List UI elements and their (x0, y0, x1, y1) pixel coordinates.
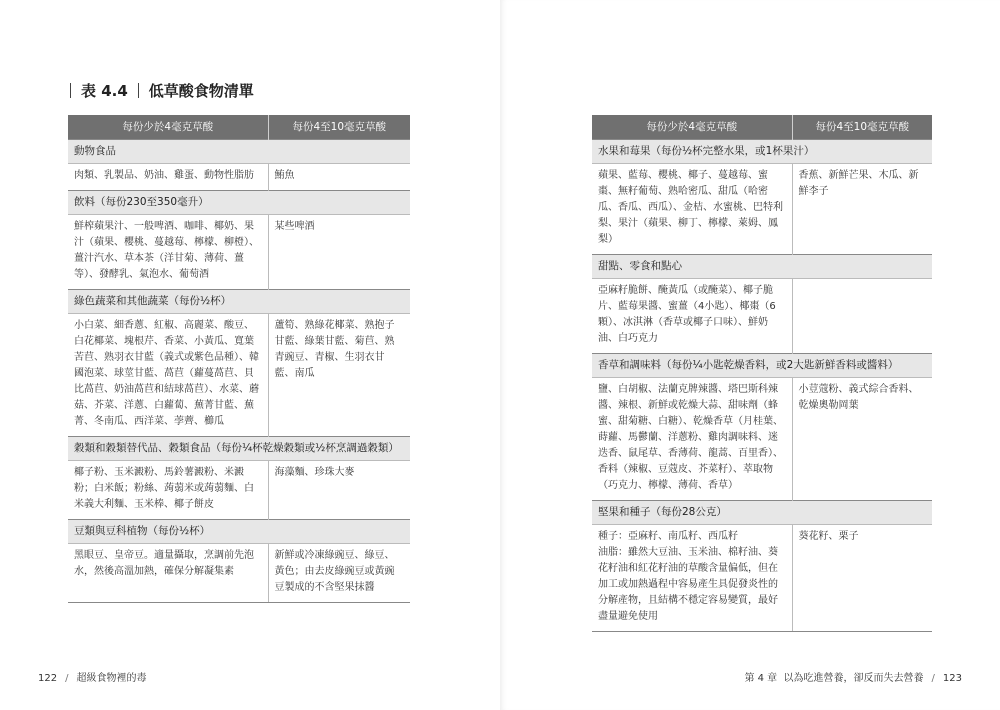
section-title: 綠色蔬菜和其他蔬菜（每份½杯） (68, 289, 410, 313)
section-title: 豆類與豆科植物（每份½杯） (68, 519, 410, 543)
table-row (592, 524, 932, 631)
book-title: 超級食物裡的毒 (76, 673, 147, 684)
mid-oxalate-cell: 鮪魚 (268, 163, 410, 190)
oxalate-table-left (68, 115, 410, 603)
mid-oxalate-cell: 蘆筍、熟綠花椰菜、熟抱子甘藍、綠葉甘藍、菊苣、熟青豌豆、青椒、生羽衣甘藍、南瓜 (268, 313, 410, 436)
section-row (592, 353, 932, 377)
table-row (592, 163, 932, 254)
heading-divider (70, 83, 71, 98)
low-oxalate-cell: 亞麻籽脆餅、醃黃瓜（或醃菜）、椰子脆片、藍莓果醬、蜜薑（4小匙）、椰棗（6顆）、冰淇淋（香草或椰子口味）、鮮奶油、白巧克力 (592, 278, 792, 353)
table-row (68, 163, 410, 190)
page-number: 122 (38, 673, 58, 684)
table-row (68, 460, 410, 519)
section-row (68, 289, 410, 313)
page-footer-right: 第 4 章 以為吃進營養，卻反而失去營養 / 123 (744, 673, 962, 684)
section-title: 堅果和種子（每份28公克） (592, 500, 932, 524)
table-heading (70, 80, 254, 101)
oxalate-table-right (592, 115, 932, 632)
header-mid-oxalate: 每份4至10毫克草酸 (268, 115, 410, 139)
mid-oxalate-cell: 小荳蔻粉、義式綜合香料、乾燥奧勒岡葉 (792, 377, 932, 500)
mid-oxalate-cell: 葵花籽、栗子 (792, 524, 932, 631)
section-title: 飲料（每份230至350毫升） (68, 190, 410, 214)
section-row (68, 190, 410, 214)
section-title: 動物食品 (68, 139, 410, 163)
low-oxalate-cell: 蘋果、藍莓、櫻桃、椰子、蔓越莓、蜜棗、無籽葡萄、熟哈密瓜、甜瓜（哈密瓜、香瓜、西瓜）、金桔、水蜜桃、巴特利梨、果汁（蘋果、柳丁、檸檬、萊姆、鳳梨） (592, 163, 792, 254)
section-title: 穀類和穀類替代品、穀類食品（每份¼杯乾燥穀類或½杯烹調過穀類） (68, 436, 410, 460)
table-row (592, 377, 932, 500)
low-oxalate-cell: 鮮榨蘋果汁、一般啤酒、咖啡、椰奶、果汁（蘋果、櫻桃、蔓越莓、檸檬、柳橙）、薑汁汽水、草本茶（洋甘菊、薄荷、薑等）、發酵乳、氣泡水、葡萄酒 (68, 214, 268, 289)
table-title: 低草酸食物清單 (148, 82, 254, 100)
right-page (500, 0, 1000, 710)
mid-oxalate-cell (792, 278, 932, 353)
table-row (592, 278, 932, 353)
mid-oxalate-cell: 某些啤酒 (268, 214, 410, 289)
table-row (68, 313, 410, 436)
table-header-row (592, 115, 932, 139)
chapter-label: 第 4 章 (744, 673, 778, 684)
header-low-oxalate: 每份少於4毫克草酸 (592, 115, 792, 139)
section-row (68, 139, 410, 163)
section-row (592, 139, 932, 163)
section-title: 香草和調味料（每份¼小匙乾燥香料，或2大匙新鮮香料或醬料） (592, 353, 932, 377)
section-row (68, 436, 410, 460)
mid-oxalate-cell: 海藻麵、珍珠大麥 (268, 460, 410, 519)
mid-oxalate-cell: 香蕉、新鮮芒果、木瓜、新鮮李子 (792, 163, 932, 254)
page-number: 123 (942, 673, 962, 684)
low-oxalate-cell: 小白菜、細香蔥、紅椒、高麗菜、酸豆、白花椰菜、塊根芹、香菜、小黃瓜、寬葉苦苣、熟羽衣甘藍（義式或紫色品種）、韓國泡菜、球莖甘藍、萵苣（蘿蔓萵苣、貝比萵苣、奶油萵苣和結球萵苣）、水菜、蘑菇、芥菜、洋蔥、白蘿蔔、蕪菁甘藍、蕪菁、冬南瓜、西洋菜、荸薺、櫛瓜 (68, 313, 268, 436)
section-row (592, 254, 932, 278)
heading-divider (138, 83, 139, 98)
low-oxalate-cell: 黑眼豆、皇帝豆。適量攝取，烹調前先泡水，然後高溫加熱，確保分解凝集素 (68, 543, 268, 602)
chapter-title: 以為吃進營養，卻反而失去營養 (783, 673, 924, 684)
section-title: 水果和莓果（每份½杯完整水果，或1杯果汁） (592, 139, 932, 163)
low-oxalate-cell: 種子：亞麻籽、南瓜籽、西瓜籽 油脂：雖然大豆油、玉米油、棉籽油、葵花籽油和紅花籽油的草酸含量偏低，但在加工或加熱過程中容易產生具促發炎性的分解產物，且結構不穩定容易變質，最好盡量避免使用 (592, 524, 792, 631)
header-mid-oxalate: 每份4至10毫克草酸 (792, 115, 932, 139)
table-row (68, 543, 410, 602)
table-number: 表 4.4 (81, 82, 128, 100)
header-low-oxalate: 每份少於4毫克草酸 (68, 115, 268, 139)
low-oxalate-cell: 椰子粉、玉米澱粉、馬鈴薯澱粉、米澱粉；白米飯；粉絲、蒟蒻米或蒟蒻麵、白米義大利麵、玉米棒、椰子餅皮 (68, 460, 268, 519)
section-row (68, 519, 410, 543)
section-title: 甜點、零食和點心 (592, 254, 932, 278)
section-row (592, 500, 932, 524)
table-row (68, 214, 410, 289)
table-header-row (68, 115, 410, 139)
low-oxalate-cell: 肉類、乳製品、奶油、雞蛋、動物性脂肪 (68, 163, 268, 190)
mid-oxalate-cell: 新鮮或冷凍綠豌豆、綠豆、黃色；由去皮綠豌豆或黃豌豆製成的不含堅果抹醬 (268, 543, 410, 602)
page-footer-left: 122 / 超級食物裡的毒 (38, 673, 147, 684)
low-oxalate-cell: 鹽、白胡椒、法蘭克牌辣醬、塔巴斯科辣醬、辣根、新鮮或乾燥大蒜、甜味劑（蜂蜜、甜菊糖、白糖）、乾燥香草（月桂葉、蒔蘿、馬鬱蘭、洋蔥粉、雞肉調味料、迷迭香、鼠尾草、香薄荷、龍蒿、百里香）、香料（辣椒、豆蔻皮、芥菜籽）、萃取物（巧克力、檸檬、薄荷、香草） (592, 377, 792, 500)
